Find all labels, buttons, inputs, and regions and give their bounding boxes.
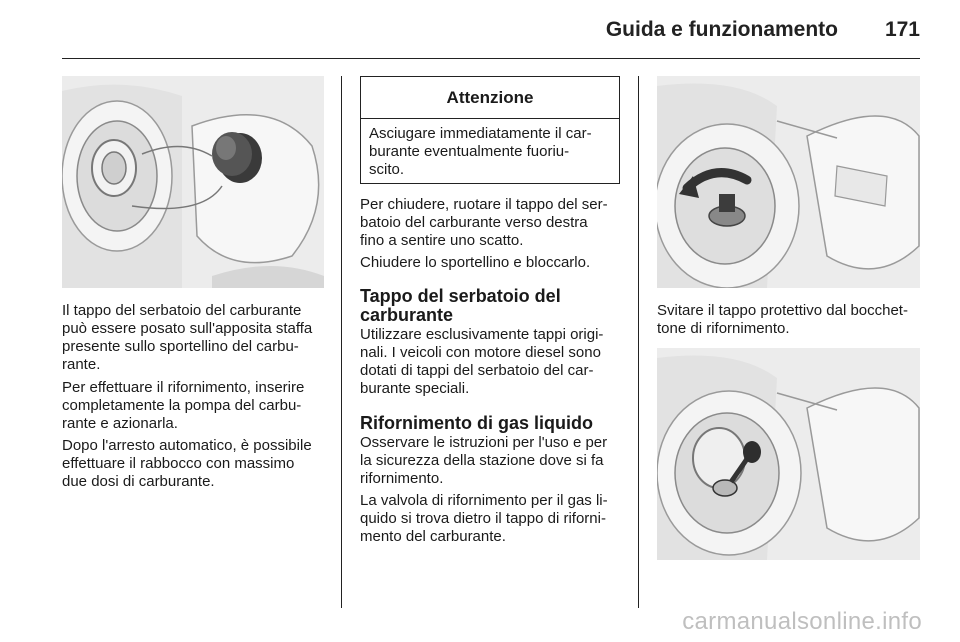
col2-paragraph-5: La valvola di rifornimento per il gas li- quido si trova dietro il tappo di riforni- mento del carburante. xyxy=(360,492,608,545)
col2-paragraph-4: Osservare le istruzioni per l'uso e per la sicurezza della stazione dove si fa rifornimento. xyxy=(360,434,608,487)
col2-paragraph-1: Per chiudere, ruotare il tappo del ser- batoio del carburante verso destra fino a sentire uno scatto. xyxy=(360,196,608,249)
col1-paragraph-1: Il tappo del serbatoio del carburante può essere posato sull'apposita staffa presente sullo sportellino del carbu- rante. xyxy=(62,302,313,373)
warning-title: Attenzione xyxy=(361,77,619,119)
header-rule xyxy=(62,58,920,59)
column-divider-1 xyxy=(341,76,342,608)
fuel-cap-holder-illustration xyxy=(62,76,324,288)
unscrew-cap-figure xyxy=(657,76,920,288)
lpg-valve-illustration xyxy=(657,348,920,560)
col2-paragraph-2: Chiudere lo sportellino e bloccarlo. xyxy=(360,254,591,271)
page-header-title: Guida e funzionamento xyxy=(605,18,838,41)
col3-paragraph-1: Svitare il tappo protettivo dal bocchet- tone di rifornimento. xyxy=(657,302,908,337)
warning-box xyxy=(360,76,620,184)
warning-text: Asciugare immediatamente il car- burante eventualmente fuoriu- scito. xyxy=(369,125,592,178)
heading-lpg-refuelling: Rifornimento di gas liquido xyxy=(360,413,593,433)
col1-paragraph-2: Per effettuare il rifornimento, inserire completamente la pompa del carbu- rante e azionarla. xyxy=(62,379,305,432)
col1-paragraph-3: Dopo l'arresto automatico, è possibile effettuare il rabbocco con massimo due dosi di carburante. xyxy=(62,437,312,490)
heading-fuel-cap: Tappo del serbatoio del carburante xyxy=(360,286,561,325)
lpg-valve-figure xyxy=(657,348,920,560)
fuel-cap-holder-figure xyxy=(62,76,324,288)
col2-paragraph-3: Utilizzare esclusivamente tappi origi- nali. I veicoli con motore diesel sono dotati di tappi del serbatoio del car- burante speciali. xyxy=(360,326,604,397)
column-divider-2 xyxy=(638,76,639,608)
unscrew-cap-illustration xyxy=(657,76,920,288)
watermark: carmanualsonline.info xyxy=(682,608,922,635)
page-number: 171 xyxy=(884,18,920,41)
